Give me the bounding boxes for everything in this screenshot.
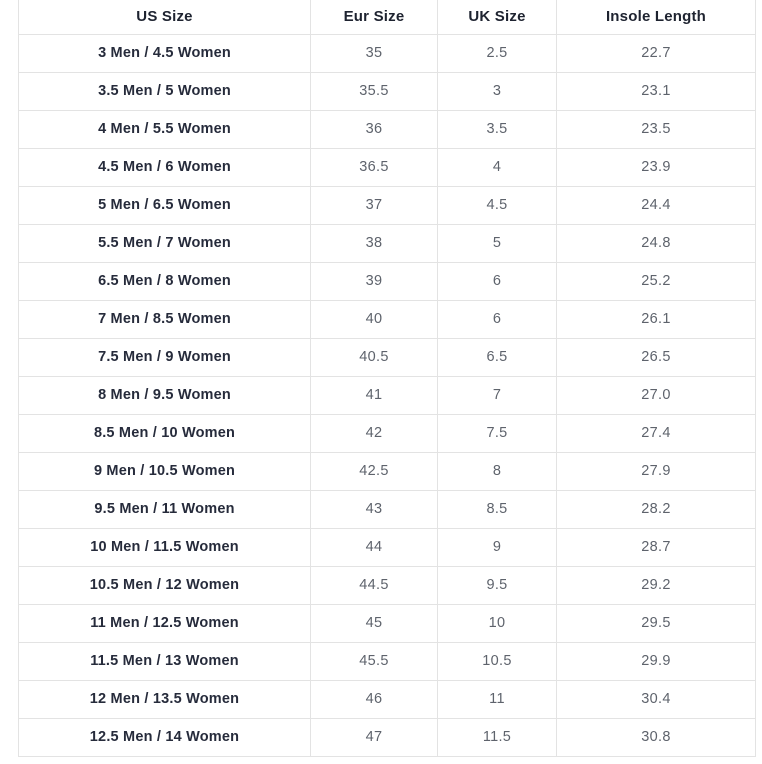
table-row [19,528,756,566]
cell-us-size: 3.5 Men / 5 Women [19,72,311,110]
cell-us-size: 6.5 Men / 8 Women [19,262,311,300]
cell-uk-size: 7.5 [438,414,557,452]
cell-insole-length: 27.4 [557,414,756,452]
cell-eur-size: 40.5 [311,338,438,376]
cell-eur-size: 45 [311,604,438,642]
cell-eur-size: 35.5 [311,72,438,110]
cell-eur-size: 45.5 [311,642,438,680]
cell-us-size: 11.5 Men / 13 Women [19,642,311,680]
table-row [19,490,756,528]
cell-insole-length: 29.5 [557,604,756,642]
cell-eur-size: 41 [311,376,438,414]
header-row [19,0,756,34]
table-row [19,224,756,262]
column-header-eur-size: Eur Size [311,0,438,34]
table-row [19,604,756,642]
cell-insole-length: 28.2 [557,490,756,528]
cell-uk-size: 8.5 [438,490,557,528]
cell-insole-length: 27.9 [557,452,756,490]
cell-eur-size: 39 [311,262,438,300]
cell-us-size: 7.5 Men / 9 Women [19,338,311,376]
cell-us-size: 3 Men / 4.5 Women [19,34,311,72]
cell-insole-length: 26.1 [557,300,756,338]
cell-uk-size: 11 [438,680,557,718]
cell-uk-size: 2.5 [438,34,557,72]
cell-uk-size: 6.5 [438,338,557,376]
cell-eur-size: 42.5 [311,452,438,490]
shoe-size-conversion-table [18,0,756,757]
cell-uk-size: 3 [438,72,557,110]
table-row [19,718,756,756]
cell-eur-size: 38 [311,224,438,262]
cell-us-size: 10 Men / 11.5 Women [19,528,311,566]
cell-insole-length: 29.2 [557,566,756,604]
table-row [19,300,756,338]
table-row [19,262,756,300]
cell-uk-size: 8 [438,452,557,490]
cell-uk-size: 4 [438,148,557,186]
cell-eur-size: 37 [311,186,438,224]
cell-uk-size: 5 [438,224,557,262]
cell-insole-length: 22.7 [557,34,756,72]
cell-uk-size: 11.5 [438,718,557,756]
cell-us-size: 12.5 Men / 14 Women [19,718,311,756]
table-row [19,338,756,376]
cell-uk-size: 10 [438,604,557,642]
table-row [19,110,756,148]
cell-uk-size: 3.5 [438,110,557,148]
cell-insole-length: 29.9 [557,642,756,680]
cell-insole-length: 28.7 [557,528,756,566]
cell-uk-size: 6 [438,300,557,338]
cell-insole-length: 30.8 [557,718,756,756]
cell-insole-length: 23.1 [557,72,756,110]
cell-us-size: 5.5 Men / 7 Women [19,224,311,262]
cell-eur-size: 47 [311,718,438,756]
cell-eur-size: 36.5 [311,148,438,186]
table-body [19,34,756,756]
cell-uk-size: 9 [438,528,557,566]
cell-us-size: 4 Men / 5.5 Women [19,110,311,148]
cell-insole-length: 23.9 [557,148,756,186]
cell-uk-size: 4.5 [438,186,557,224]
cell-us-size: 11 Men / 12.5 Women [19,604,311,642]
cell-uk-size: 9.5 [438,566,557,604]
cell-insole-length: 27.0 [557,376,756,414]
cell-insole-length: 25.2 [557,262,756,300]
cell-us-size: 7 Men / 8.5 Women [19,300,311,338]
cell-eur-size: 40 [311,300,438,338]
cell-insole-length: 30.4 [557,680,756,718]
cell-us-size: 9.5 Men / 11 Women [19,490,311,528]
table-row [19,680,756,718]
cell-eur-size: 44 [311,528,438,566]
table-row [19,642,756,680]
cell-eur-size: 46 [311,680,438,718]
table-row [19,186,756,224]
cell-eur-size: 35 [311,34,438,72]
cell-eur-size: 43 [311,490,438,528]
cell-us-size: 5 Men / 6.5 Women [19,186,311,224]
cell-eur-size: 36 [311,110,438,148]
table-row [19,148,756,186]
column-header-insole-length: Insole Length [557,0,756,34]
table-row [19,34,756,72]
cell-us-size: 8 Men / 9.5 Women [19,376,311,414]
column-header-us-size: US Size [19,0,311,34]
cell-uk-size: 6 [438,262,557,300]
cell-uk-size: 7 [438,376,557,414]
cell-us-size: 9 Men / 10.5 Women [19,452,311,490]
table-row [19,72,756,110]
table-row [19,376,756,414]
cell-eur-size: 42 [311,414,438,452]
cell-insole-length: 26.5 [557,338,756,376]
cell-uk-size: 10.5 [438,642,557,680]
cell-us-size: 10.5 Men / 12 Women [19,566,311,604]
cell-us-size: 8.5 Men / 10 Women [19,414,311,452]
cell-insole-length: 24.4 [557,186,756,224]
cell-us-size: 12 Men / 13.5 Women [19,680,311,718]
cell-insole-length: 24.8 [557,224,756,262]
table-row [19,566,756,604]
table-row [19,452,756,490]
column-header-uk-size: UK Size [438,0,557,34]
cell-insole-length: 23.5 [557,110,756,148]
cell-us-size: 4.5 Men / 6 Women [19,148,311,186]
table-row [19,414,756,452]
cell-eur-size: 44.5 [311,566,438,604]
